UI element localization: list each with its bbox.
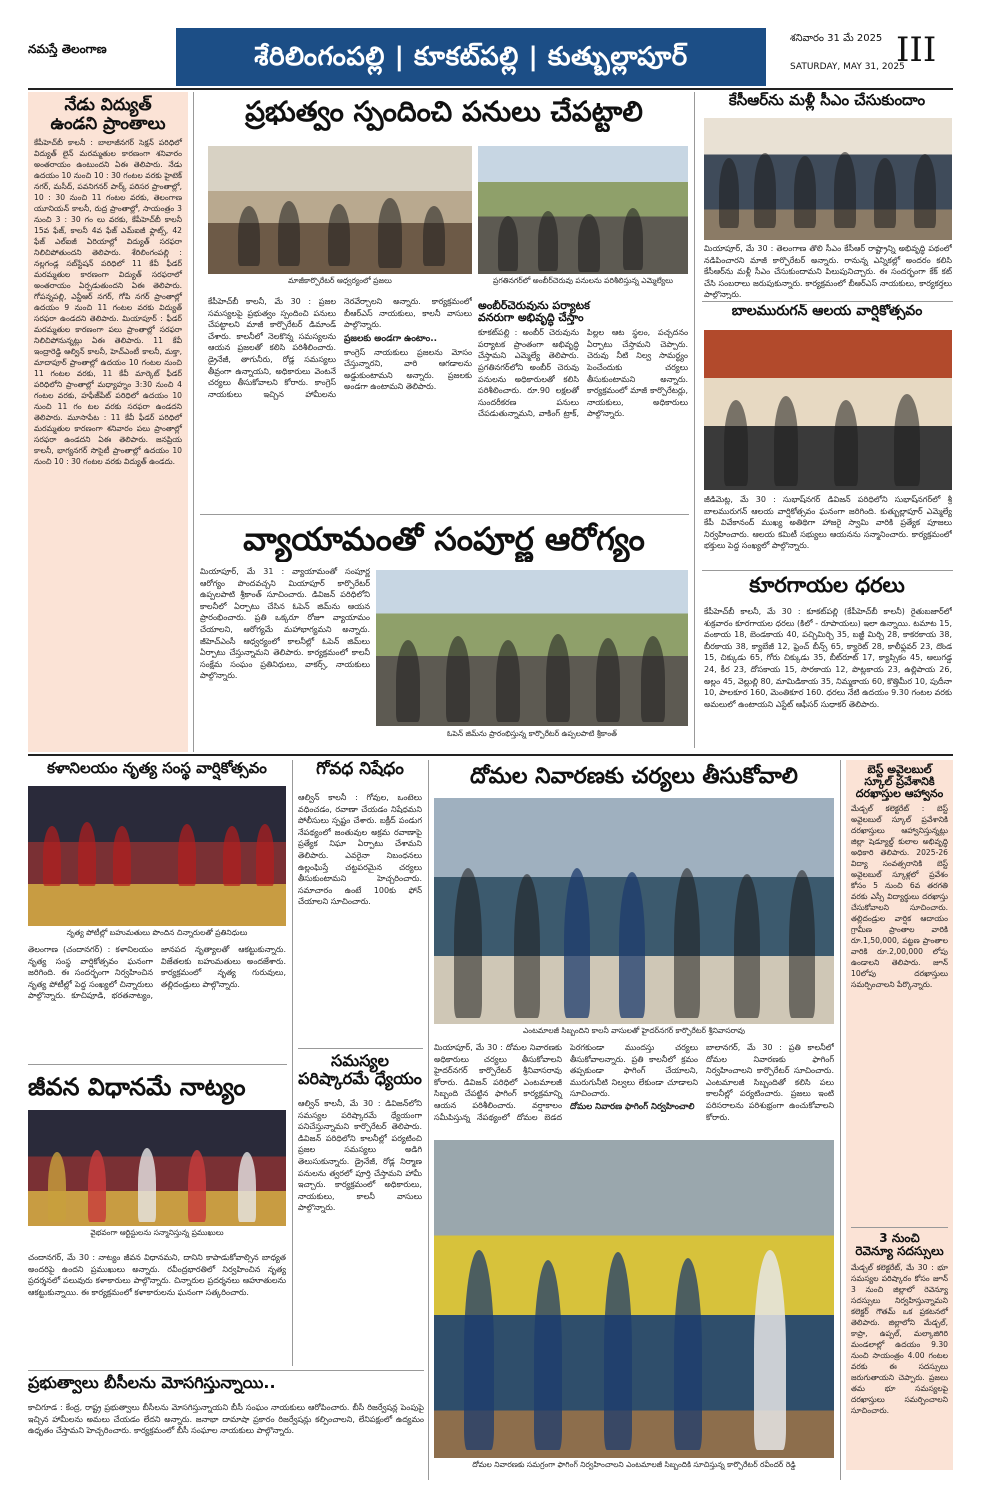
power-headline-1: నేడు విద్యుత్ bbox=[64, 95, 152, 115]
power-headline-2: ఉండని ప్రాంతాలు bbox=[50, 113, 166, 134]
life-photo bbox=[28, 1110, 286, 1226]
temple-photo bbox=[704, 330, 952, 490]
revenue-headline-2: రెవెన్యూ సదస్సులు bbox=[855, 1244, 944, 1259]
exercise-body: మియాపూర్, మే 31 : వ్యాయామంతో సంపూర్ణ ఆరోగ్యం పొందవచ్చని మియాపూర్ కార్పొరేటర్ ఉప్పలపాటి శ్రీకాంత్ సూచించారు. డివిజన్ పరిధిలోని కాలనీలో ఏర్పాటు చేసిన ఓపెన్ జిమ్‌ను ఆయన ప్రారంభించారు. ప్రతి ఒక్కరూ రోజూ వ్యాయామం చేయాలని, ఆరోగ్యమే మహాభాగ్యమని అన్నారు. జీహెచ్ఎంసీ ఆధ్వర్యంలో కాలనీల్లో ఓపెన్ జిమ్‌లు ఏర్పాటు చేస్తున్నామని తెలిపారు. కార్యక్రమంలో కాలనీ సంక్షేమ సంఘం ప్రతినిధులు, వాకర్స్, నాయకులు పాల్గొన్నారు. bbox=[200, 567, 370, 681]
lake-body: కూకట్‌పల్లి : అంబీర్ చెరువును పర్యాటక ప్రాంతంగా అభివృద్ధి చేస్తామని ఎమ్మెల్యే తెలిపారు. ప్రగతినగర్‌లోని అంబీర్ చెరువు పనులను అధికారులతో కలిసి పరిశీలించారు. రూ.90 లక్షలతో సుందరీకరణ పనులు చేపడుతున్నామని, వాకింగ్ ట్రాక్, పిల్లల ఆట స్థలం, పచ్చదనం ఏర్పాటు చేస్తామని చెప్పారు. చెరువు నీటి నిల్వ సామర్థ్యం పెంచేందుకు చర్యలు తీసుకుంటామని అన్నారు. కార్యక్రమంలో మాజీ కార్పొరేటర్లు, నాయకులు, అధికారులు పాల్గొన్నారు. bbox=[478, 328, 688, 419]
school-body: మేడ్చల్ కలెక్టరేట్ : బెస్ట్ అవైలబుల్ స్కూల్ ప్రవేశానికి దరఖాస్తులు ఆహ్వానిస్తున్నట్లు జిల్లా షెడ్యూల్డ్ కులాల అభివృద్ధి అధికారి తెలిపారు. 2025-26 విద్యా సంవత్సరానికి బెస్ట్ అవైలబుల్ స్కూళ్లలో ప్రవేశం కోసం 5 నుంచి 6వ తరగతి వరకు ఎస్సీ విద్యార్థులు దరఖాస్తు చేసుకోవాలని సూచించారు. తల్లిదండ్రుల వార్షిక ఆదాయం గ్రామీణ ప్రాంతాల వారికి రూ.1,50,000, పట్టణ ప్రాంతాల వారికి రూ.2,00,000 లోపు ఉండాలని తెలిపారు. జూన్ 10లోపు దరఖాస్తులు సమర్పించాలని పేర్కొన్నారు. bbox=[851, 804, 948, 990]
govt-body-text: కేపీహెచ్‌బీ కాలనీ, మే 30 : ప్రజల సమస్యలపై ప్రభుత్వం స్పందించి పనులు చేపట్టాలని మాజీ కార్పొరేటర్ డిమాండ్ చేశారు. కాలనీలో నెలకొన్న సమస్యలను ఆయన ప్రజలతో కలిసి పరిశీలించారు. డ్రైనేజీ, తాగునీరు, రోడ్ల సమస్యలు తీవ్రంగా ఉన్నాయని, అధికారులు వెంటనే చర్యలు తీసుకోవాలని కోరారు. కాంగ్రెస్ నాయకులు ఇచ్చిన హామీలను నెరవేర్చాలని అన్నారు. కార్యక్రమంలో బీఆర్ఎస్ నాయకులు, కాలనీ వాసులు పాల్గొన్నారు. bbox=[208, 297, 472, 399]
revenue-body: మేడ్చల్ కలెక్టరేట్, మే 30 : భూ సమస్యల పరిష్కారం కోసం జూన్ 3 నుంచి జిల్లాలో రెవెన్యూ సదస్సులు నిర్వహిస్తున్నామని కలెక్టర్ గౌతమ్ ఒక ప్రకటనలో తెలిపారు. జిల్లాలోని మేడ్చల్, కాప్రా, ఉప్పల్, మల్కాజిగిరి మండలాల్లో ఉదయం 9.30 నుంచి సాయంత్రం 4.00 గంటల వరకు ఈ సదస్సులు జరుగుతాయని చెప్పారు. ప్రజలు తమ భూ సమస్యలపై దరఖాస్తులు సమర్పించాలని సూచించారు. bbox=[851, 1262, 948, 1415]
exercise-headline: వ్యాయామంతో సంపూర్ణ ఆరోగ్యం bbox=[243, 520, 645, 558]
veg-body: కేపీహెచ్‌బీ కాలనీ, మే 30 : కూకట్‌పల్లి (కేపీహెచ్‌బీ కాలనీ) రైతుబజార్‌లో శుక్రవారం కూరగాయల ధరలు (కిలో - రూపాయలు) ఇలా ఉన్నాయి. టమాట 15, వంకాయ 18, బెండకాయ 40, పచ్చిమిర్చి 35, బజ్జీ మిర్చి 28, కాకరకాయ 38, బీరకాయ 38, క్యాబేజీ 12, ఫ్రెంచ్ బీన్స్ 65, క్యారెట్ 28, కాలీఫ్లవర్ 23, దొండ 15, చిక్కుడు 65, గోరు చిక్కుడు 35, బీట్‌రూట్ 17, క్యాప్సికం 45, ఆలుగడ్డ 24, కీర 23, దోసకాయ 15, సొరకాయ 12, పొట్లకాయ 23, ఉల్లిపాయ 26, అల్లం 45, వెల్లుల్లి 80, మామిడికాయ 35, నిమ్మకాయ 60, కొత్తిమీర 10, పుదీనా 10, పాలకూర 160, మెంతికూర 160. ధరలు నేటి ఉదయం 9.30 గంటల వరకు అమలులో ఉంటాయని ఎస్టేట్ ఆఫీసర్ సుధాకర్ తెలిపారు. bbox=[704, 607, 952, 709]
exercise-caption: ఓపెన్ జిమ్‌ను ప్రారంభిస్తున్న కార్పొరేటర్ ఉప్పలపాటి శ్రీకాంత్ bbox=[447, 729, 617, 738]
govt-caption-1: మాజీకార్పొరేటర్ ఆధ్వర్యంలో ప్రజలు bbox=[288, 276, 392, 285]
cow-headline-box bbox=[298, 760, 422, 790]
govt-photo-1 bbox=[208, 146, 472, 274]
mosquito-body-text-2: బాలానగర్, మే 30 : ప్రతి కాలనీలో దోమల నివారణకు ఫాగింగ్ నిర్వహించాలని కార్పొరేటర్ సూచించారు. ఎంటమాలజీ సిబ్బందితో కలిసి పలు కాలనీల్లో పర్యటించారు. ప్రజలు ఇంటి పరిసరాలను పరిశుభ్రంగా ఉంచుకోవాలని కోరారు. bbox=[706, 1043, 834, 1122]
school-headline-1: బెస్ట్ అవైలబుల్ bbox=[867, 763, 932, 776]
dance-body: తెలంగాణ (చందానగర్) : కళానిలయం నృత్య సంస్థ వార్షికోత్సవం ఘనంగా జరిగింది. ఈ సందర్భంగా నిర్వహించిన నృత్య పోటీల్లో పెద్ద సంఖ్యలో చిన్నారులు పాల్గొన్నారు. కూచిపూడి, భరతనాట్యం, జానపద నృత్యాలతో ఆకట్టుకున్నారు. విజేతలకు బహుమతులు అందజేశారు. కార్యక్రమంలో నృత్య గురువులు, తల్లిదండ్రులు పాల్గొన్నారు. bbox=[28, 945, 286, 1001]
temple-headline: బాలమురుగన్ ఆలయ వార్షికోత్సవం bbox=[731, 304, 923, 319]
problems-headline-box bbox=[298, 1052, 422, 1096]
school-article bbox=[846, 760, 953, 1470]
temple-headline-box bbox=[702, 304, 952, 326]
exercise-photo bbox=[376, 570, 688, 726]
mosquito-photo-2 bbox=[434, 1140, 834, 1458]
problems-headline: సమస్యల పరిష్కారమే ధ్యేయం bbox=[298, 1052, 422, 1088]
row-divider bbox=[28, 1064, 287, 1065]
masthead bbox=[28, 28, 953, 86]
mosquito-body bbox=[434, 1042, 834, 1136]
dance-headline: కళానిలయం నృత్య సంస్థ వార్షికోత్సవం bbox=[47, 760, 267, 777]
date-english: SATURDAY, MAY 31, 2025 bbox=[790, 62, 905, 72]
bc-headline-box bbox=[28, 1374, 424, 1400]
govt-body-text-2: కాంగ్రెస్ నాయకులు ప్రజలను మోసం చేస్తున్నారని, వారి ఆగడాలను అడ్డుకుంటామని అన్నారు. ప్రజలకు అండగా ఉంటామని తెలిపారు. bbox=[344, 347, 472, 392]
govt-headline-box bbox=[200, 92, 688, 132]
power-body: కేపీహెచ్‌బీ కాలనీ : బాలాజీనగర్ సెక్షన్ పరిధిలో విద్యుత్ లైన్ మరమ్మతుల కారణంగా శనివారం అంతరాయం ఉంటుందని ఏఈ తెలిపారు. నేడు ఉదయం 10 నుంచి 10 : 30 గంటల వరకు హైటెక్ నగర్, మసీద్, పవనిగనర్ పార్క్ పరిసర ప్రాంతాల్లో, 10 : 30 నుంచి 11 గంటల వరకు, తెలంగాణ యూనియన్ కాలనీ, రుద్ర ప్రాంతాల్లో, సాయంత్రం 3 నుంచి 3 : 30 గం లు వరకు, కేపీహెచ్‌బీ కాలనీ 15వ ఫేజ్, కాలనీ 4వ ఫేజ్ ఎమ్‌ఐజీ ఫ్లాట్స్, 42 ఫేజ్ ఎల్‌ఐజీ ఏరియాల్లో విద్యుత్ సరఫరా నిలిచిపోతుందని తెలిపారు. శేరిలింగంపల్లి : నల్లగండ్ల సబ్‌స్టేషన్ పరిధిలో 11 కేవీ ఫీడర్ మరమ్మతుల కారణంగా విద్యుత్ సరఫరాలో అంతరాయం ఏర్పడుతుందని ఏఈ తెలిపారు. గోపన్నపల్లి, ఎన్టీఆర్ నగర్, గోపి నగర్ ప్రాంతాల్లో ఉదయం 9 నుంచి 11 గంటల వరకు విద్యుత్ సరఫరా ఉండదని తెలిపారు. మియాపూర్ : ఫీడర్ మరమ్మతుల కారణంగా పలు ప్రాంతాల్లో సరఫరా నిలిచిపోనున్నట్లు ఏఈ తెలిపారు. 11 కేవీ ఇంద్రారెడ్డి ఆల్విన్ కాలనీ, హెచ్ఎంటీ కాలనీ, మక్తా, మాదాపూర్ ప్రాంతాల్లో ఉదయం 10 గంటల నుంచి 11 గంటల వరకు, 11 కేవీ మార్కెట్ ఫీడర్ పరిధిలోని ప్రాంతాల్లో మధ్యాహ్నం 3:30 నుంచి 4 గంటల వరకు, హఫీజ్‌పేట్ పరిధిలో ఉదయం 10 నుంచి 11 గం టల వరకు సరఫరా ఉండదని తెలిపారు. మూసాపేట : 11 కేవీ ఫీడర్ పరిధిలో మరమ్మతుల కారణంగా శనివారం పలు ప్రాంతాల్లో సరఫరా ఉండదని ఏఈ తెలిపారు. జనప్రియ కాలనీ, భాగ్యనగర్ సొసైటీ ప్రాంతాల్లో ఉదయం 10 నుంచి 10 : 30 గంటల వరకు విద్యుత్ ఉండదు. bbox=[34, 138, 182, 467]
dance-photo bbox=[28, 786, 286, 926]
kcr-headline: కేసీఆర్‌ను మళ్లీ సీఎం చేసుకుందాం bbox=[728, 92, 926, 109]
column-divider bbox=[193, 92, 194, 752]
lake-article bbox=[478, 300, 688, 512]
section-rule bbox=[28, 754, 953, 756]
life-body: చందానగర్, మే 30 : నాట్యం జీవన విధానమని, దానిని కాపాడుకోవాల్సిన బాధ్యత అందరిపై ఉందని ప్రముఖులు అన్నారు. రవీంద్రభారతిలో నిర్వహించిన నృత్య ప్రదర్శనలో పలువురు కళాకారులు పాల్గొన్నారు. చిన్నారుల ప్రదర్శనలు ఆహూతులను ఆకట్టుకున్నాయి. ఈ కార్యక్రమంలో కళాకారులను ఘనంగా సత్కరించారు. bbox=[28, 1253, 286, 1297]
govt-subhead: ప్రజలకు అండగా ఉంటాం.. bbox=[344, 333, 438, 344]
bc-headline: ప్రభుత్వాలు బీసీలను మోసగిస్తున్నాయి.. bbox=[28, 1374, 276, 1392]
school-headline-2: స్కూల్ ప్రవేశానికి bbox=[864, 775, 935, 789]
power-outage-article bbox=[28, 92, 188, 752]
life-headline: జీవన విధానమే నాట్యం bbox=[28, 1073, 246, 1101]
edition-title: శేరిలింగంపల్లి | కూకట్‌పల్లి | కుత్బుల్లాపూర్ bbox=[176, 28, 766, 86]
mosquito-body-text: మియాపూర్, మే 30 : దోమల నివారణకు అధికారులు చర్యలు తీసుకోవాలని హైదర్‌నగర్ కార్పొరేటర్ శ్రీనివాసరావు కోరారు. డివిజన్ పరిధిలో ఎంటమాలజీ సిబ్బంది చేపట్టిన ఫాగింగ్ కార్యక్రమాన్ని ఆయన పరిశీలించారు. వర్షాకాలం సమీపిస్తున్న నేపథ్యంలో దోమల బెడద పెరగకుండా ముందస్తు చర్యలు తీసుకోవాలన్నారు. ప్రతి కాలనీలో క్రమం తప్పకుండా ఫాగింగ్ చేయాలని, మురుగునీటి నిల్వలు లేకుండా చూడాలని సూచించారు. bbox=[434, 1043, 698, 1122]
revenue-headline-1: 3 నుంచి bbox=[879, 1231, 920, 1246]
row-divider bbox=[298, 1048, 423, 1049]
cow-headline: గోవధ నిషేధం bbox=[316, 760, 404, 779]
veg-headline-box bbox=[702, 574, 952, 604]
cow-body: ఆల్విన్ కాలనీ : గోవుల, ఒంటెలు వధించడం, రవాణా చేయడం నిషేధమని పోలీసులు స్పష్టం చేశారు. బక్రీద్ పండుగ నేపథ్యంలో జంతువుల అక్రమ రవాణాపై ప్రత్యేక నిఘా ఏర్పాటు చేశామని తెలిపారు. ఎవరైనా నిబంధనలు ఉల్లంఘిస్తే చట్టపరమైన చర్యలు తీసుకుంటామని హెచ్చరించారు. సమాచారం ఉంటే 100కు ఫోన్ చేయాలని సూచించారు. bbox=[298, 793, 422, 907]
masthead-rule bbox=[28, 88, 953, 90]
newspaper-brand: నమస్తే తెలంగాణ bbox=[28, 42, 107, 56]
temple-body: జీడిమెట్ల, మే 30 : సుభాష్‌నగర్ డివిజన్ పరిధిలోని సుభాష్‌నగర్‌లో శ్రీ బాలమురుగన్ ఆలయ వార్షికోత్సవం ఘనంగా జరిగింది. కుత్బుల్లాపూర్ ఎమ్మెల్యే కేపీ వివేకానంద్ ముఖ్య అతిథిగా హాజరై స్వామి వారికి ప్రత్యేక పూజలు నిర్వహించారు. ఆలయ కమిటీ సభ్యులు ఆయనను సన్మానించారు. కార్యక్రమంలో భక్తులు పెద్ద సంఖ్యలో పాల్గొన్నారు. bbox=[704, 495, 952, 551]
govt-photo-2 bbox=[478, 146, 688, 274]
row-divider bbox=[28, 1370, 424, 1371]
row-divider bbox=[851, 1227, 948, 1228]
row-divider bbox=[702, 301, 953, 302]
govt-headline: ప్రభుత్వం స్పందించి పనులు చేపట్టాలి bbox=[245, 95, 643, 128]
exercise-headline-box bbox=[200, 516, 688, 562]
mosquito-headline-box bbox=[434, 760, 834, 794]
date-telugu: శనివారం 31 మే 2025 bbox=[790, 33, 883, 44]
lake-headline-2: వనరుగా అభివృద్ధి చేస్తాం bbox=[478, 311, 584, 325]
page-number: III bbox=[896, 30, 937, 70]
row-divider bbox=[200, 514, 689, 515]
column-divider bbox=[428, 760, 429, 1480]
life-caption: వైభవంగా ఆర్టిస్టులను సన్మానిస్తున్న ప్రముఖులు bbox=[90, 1228, 224, 1237]
kcr-body: మియాపూర్, మే 30 : తెలంగాణ తొలి సీఎం కేసీఆర్ రాష్ట్రాన్ని అభివృద్ధి పథంలో నడిపించారని మాజీ కార్పొరేటర్ అన్నారు. రానున్న ఎన్నికల్లో అందరం కలిసి కేసీఆర్‌ను మళ్లీ సీఎం చేసుకుందామని పిలుపునిచ్చారు. ఈ సందర్భంగా కేక్ కట్ చేసి సంబరాలు జరుపుకున్నారు. కార్యక్రమంలో బీఆర్ఎస్ నాయకులు, కార్యకర్తలు పాల్గొన్నారు. bbox=[704, 244, 952, 299]
govt-body bbox=[208, 296, 472, 512]
dance-headline-box bbox=[28, 760, 286, 784]
dance-caption: నృత్య పోటీల్లో బహుమతులు పొందిన చిన్నారులతో ప్రతినిధులు bbox=[66, 928, 248, 937]
problems-body: ఆల్విన్ కాలనీ, మే 30 : డివిజన్‌లోని సమస్యల పరిష్కారమే ధ్యేయంగా పనిచేస్తున్నామని కార్పొరేటర్ తెలిపారు. డివిజన్ పరిధిలోని కాలనీల్లో పర్యటించి ప్రజల సమస్యలు అడిగి తెలుసుకున్నారు. డ్రైనేజీ, రోడ్ల నిర్మాణ పనులను త్వరలో పూర్తి చేస్తామని హామీ ఇచ్చారు. కార్యక్రమంలో అధికారులు, నాయకులు, కాలనీ వాసులు పాల్గొన్నారు. bbox=[298, 1099, 422, 1213]
govt-caption-2: ప్రగతినగర్‌లో అంబీర్‌చెరువు పనులను పరిశీలిస్తున్న ఎమ్మెల్యేలు bbox=[493, 276, 673, 285]
row-divider bbox=[702, 570, 953, 571]
mosquito-caption-2: దోమల నివారణకు సమగ్రంగా ఫాగింగ్ నిర్వహించాలని ఎంటమాలజీ సిబ్బందికి సూచిస్తున్న కార్పొరేటర్ రవీందర్ రెడ్డి bbox=[472, 1460, 796, 1469]
mosquito-photo-1 bbox=[434, 798, 834, 1024]
kcr-photo bbox=[704, 118, 952, 240]
column-divider bbox=[840, 760, 841, 1480]
mosquito-headline: దోమల నివారణకు చర్యలు తీసుకోవాలి bbox=[470, 764, 798, 789]
life-headline-box bbox=[28, 1068, 286, 1106]
mosquito-subhead: దోమల నివారణ ఫాగింగ్ నిర్వహించాలి bbox=[570, 1101, 695, 1112]
lake-headline-1: అంబీర్‌చెరువును పర్యాటక bbox=[478, 300, 590, 312]
kcr-headline-box bbox=[702, 92, 952, 114]
mosquito-caption-1: ఎంటమాలజీ సిబ్బందిని కాలనీ వాసులతో హైదర్‌నగర్ కార్పొరేటర్ శ్రీనివాసరావు bbox=[522, 1026, 746, 1035]
column-divider bbox=[694, 92, 695, 748]
veg-headline: కూరగాయల ధరలు bbox=[749, 574, 905, 597]
bc-body: కాచిగూడ : కేంద్ర, రాష్ట్ర ప్రభుత్వాలు బీసీలను మోసగిస్తున్నాయని బీసీ సంఘం నాయకులు ఆరోపించారు. బీసీ రిజర్వేషన్ల పెంపుపై ఇచ్చిన హామీలను అమలు చేయడం లేదని అన్నారు. జనాభా దామాషా ప్రకారం రిజర్వేషన్లు కల్పించాలని, లేనిపక్షంలో ఉద్యమం ఉధృతం చేస్తామని హెచ్చరించారు. కార్యక్రమంలో బీసీ సంఘాల నాయకులు పాల్గొన్నారు. bbox=[28, 1403, 424, 1436]
column-divider bbox=[292, 760, 293, 1366]
school-headline-3: దరఖాస్తుల ఆహ్వానం bbox=[855, 787, 944, 801]
